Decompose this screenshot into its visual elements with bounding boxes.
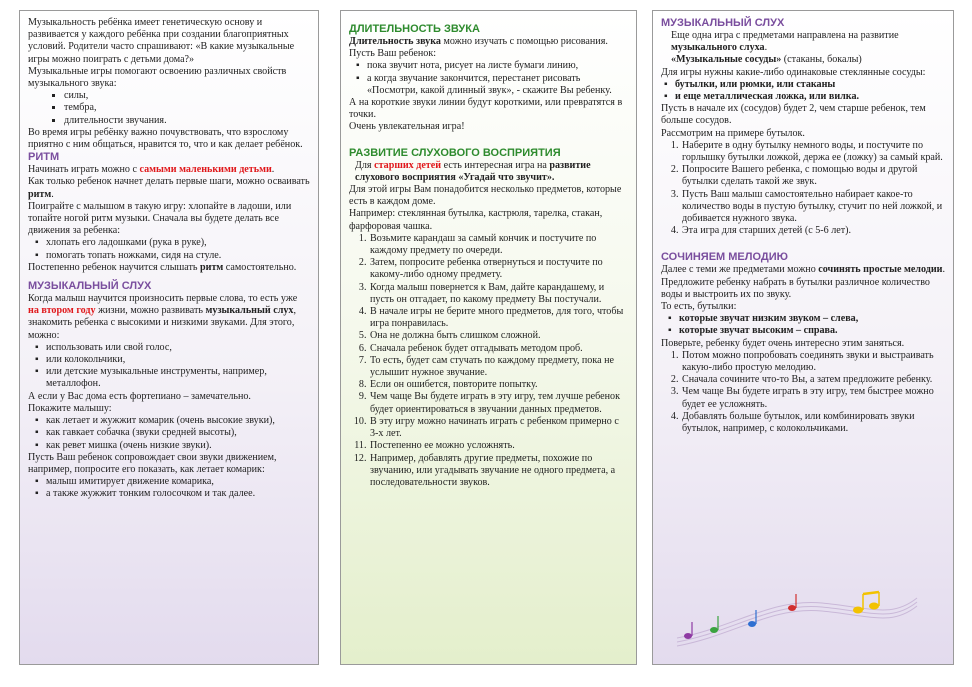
paragraph: Для этой игры Вам понадобится несколько предметов, которые есть в каждом доме. — [349, 184, 622, 208]
list-item: ▪ помогать топать ножками, сидя на стуле. — [46, 250, 310, 262]
list-item: 11. Постепенно ее можно усложнять. — [369, 440, 628, 452]
list-item: 1. Возьмите карандаш за самый кончик и постучите по каждому предмету по очереди. — [369, 233, 628, 257]
paragraph: Начинать играть можно с самыми маленькими детьми. — [28, 164, 275, 176]
vessels-list — [661, 79, 945, 103]
list-item: ▪ бутылки, или рюмки, или стаканы — [675, 79, 945, 91]
perception-heading: РАЗВИТИЕ СЛУХОВОГО ВОСПРИЯТИЯ — [349, 146, 561, 159]
paragraph: Постепенно ребенок научится слышать ритм самостоятельно. — [28, 261, 297, 273]
mosquito-list — [28, 476, 310, 500]
music-notes-icon — [672, 588, 922, 648]
hearing-list — [28, 342, 310, 391]
rhythm-heading: РИТМ — [28, 151, 60, 164]
paragraph: Например: стеклянная бутылка, кастрюля, тарелка, стакан, фарфоровая чашка. — [349, 208, 603, 232]
column-middle — [340, 10, 637, 665]
paragraph: Пусть в начале их (сосудов) будет 2, чем старше ребенок, тем больше сосудов. — [661, 103, 926, 127]
paragraph: А если у Вас дома есть фортепиано – замечательно. — [28, 390, 251, 402]
list-item: ▪ хлопать его ладошками (рука в руке), — [46, 237, 310, 249]
list-item: 4. Добавлять больше бутылок, или комбинировать звуки бутылок, например, с колокольчиками. — [681, 411, 945, 435]
paragraph: Пусть Ваш ребенок: — [349, 48, 437, 60]
list-item: ▪ которые звучат низким звуком – слева, — [679, 313, 945, 325]
list-item: 1. Потом можно попробовать соединять звуки и выстраивать какую-либо простую мелодию. — [681, 350, 945, 374]
paragraph: Рассмотрим на примере бутылок. — [661, 127, 805, 139]
duration-heading: ДЛИТЕЛЬНОСТЬ ЗВУКА — [349, 23, 480, 35]
list-item: ▪ малыш имитирует движение комарика, — [46, 476, 310, 488]
list-item: 3. Когда малыш повернется к Вам, дайте карандашему, и пусть он отгадает, по какому предмету Вы постучали. — [369, 282, 628, 306]
paragraph: А на короткие звуки линии будут короткими, или превратятся в точки. — [349, 97, 623, 121]
hearing-heading: МУЗЫКАЛЬНЫЙ СЛУХ — [28, 280, 152, 293]
paragraph: Когда малыш научится произносить первые слова, то есть уже на втором году жизни, можно развивать музыкальный слух, знакомить ребенка с высокими и низкими звуками. Для этого, можно: — [28, 293, 298, 341]
list-item: ▪ как летает и жужжит комарик (очень высокие звуки), — [46, 415, 310, 427]
duration-list — [349, 60, 628, 97]
intro-paragraph: Во время игры ребёнку важно почувствовать, что взрослому приятно с ним общаться, нравится то, что и как делает ребёнок. — [28, 126, 303, 151]
list-item: ▪ или детские музыкальные инструменты, например, металлофон. — [46, 366, 310, 390]
list-item: 2. Сначала сочините что-то Вы, а затем предложите ребенку. — [681, 374, 945, 386]
list-item: 3. Пусть Ваш малыш самостоятельно набирает какое-то количество воды в пустую бутылку, стучит по ней ложкой, и добивается нужного звука. — [681, 189, 945, 226]
paragraph: Для старших детей есть интересная игра на развитие слухового восприятия «Угадай что звучит». — [355, 159, 591, 183]
list-item: ▪ или колокольчики, — [46, 354, 310, 366]
paragraph: Покажите малышу: — [28, 402, 112, 414]
properties-list — [28, 90, 310, 127]
paragraph: Для игры нужны какие-либо одинаковые стеклянные сосуды: — [661, 66, 926, 78]
list-item: 3. Чем чаще Вы будете играть в эту игру, тем быстрее можно будет ее усложнять. — [681, 386, 945, 410]
list-item: ▪ а также жужжит тонким голосочком и так далее. — [46, 488, 310, 500]
bottles-list — [661, 313, 945, 337]
list-item: ▪ как гавкает собачка (звуки средней высоты), — [46, 427, 310, 439]
highlight: на втором году — [28, 305, 96, 317]
column-left — [19, 10, 319, 665]
paragraph: Поиграйте с малышом в такую игру: хлопайте в ладоши, или топайте ногой ритм музыки. Сначала вы будете делать все движения за ребенка: — [28, 200, 292, 237]
hearing-heading: МУЗЫКАЛЬНЫЙ СЛУХ — [661, 17, 785, 29]
paragraph: Очень увлекательная игра! — [349, 121, 465, 133]
intro-paragraph: Музыкальность ребёнка имеет генетическую основу и развивается у каждого ребёнка при создании благоприятных условий. Родители часто спрашивают: «В какие музыкальные игры можно поиграть с детьми дома?» — [28, 17, 295, 65]
paragraph: Далее с теми же предметами можно сочинять простые мелодии. — [661, 264, 945, 276]
list-item: 2. Затем, попросите ребенка отвернуться и постучите по какому-либо одному предмету. — [369, 257, 628, 281]
rhythm-list — [28, 237, 310, 261]
list-item: 5. Она не должна быть слишком сложной. — [369, 330, 628, 342]
list-item: 12. Например, добавлять другие предметы, похожие по звучанию, или угадывать звучание не одного предмета, а последовательности звуков. — [369, 453, 628, 490]
paragraph: Пусть Ваш ребенок сопровождает свои звуки движением, например, попросите его показать, как летает комарик: — [28, 451, 277, 475]
list-item: ▪ как ревет мишка (очень низкие звуки). — [46, 440, 310, 452]
paragraph: «Музыкальные сосуды» (стаканы, бокалы) — [671, 54, 862, 66]
steps-list — [661, 140, 945, 238]
steps-list — [661, 350, 945, 435]
list-item: 4. Эта игра для старших детей (с 5-6 лет). — [681, 225, 945, 237]
list-item: ▪ длительности звучания. — [64, 115, 310, 127]
list-item: 7. То есть, будет сам стучать по каждому предмету, пока не услышит нужное звучание. — [369, 355, 628, 379]
list-item: 1. Наберите в одну бутылку немного воды, и постучите по горлышку бутылки ложкой, держа ее (ложку) за самый край. — [681, 140, 945, 164]
highlight: самыми маленькими детьми — [139, 164, 272, 176]
list-item: 8. Если он ошибется, повторите попытку. — [369, 379, 628, 391]
list-item: 4. В начале игры не берите много предметов, для того, чтобы игра понравилась. — [369, 306, 628, 330]
list-item: ▪ тембра, — [64, 102, 310, 114]
list-item: ▪ и еще металлическая ложка, или вилка. — [675, 91, 945, 103]
list-item: 10. В эту игру можно начинать играть с ребенком примерно с 3-х лет. — [369, 416, 628, 440]
paragraph: Как только ребенок начнет делать первые шаги, можно осваивать ритм. — [28, 176, 310, 200]
list-item: 9. Чем чаще Вы будете играть в эту игру, тем лучше ребенок будет ориентироваться в звучании данных предметов. — [369, 391, 628, 415]
paragraph: Еще одна игра с предметами направлена на развитие музыкального слуха. — [671, 30, 899, 54]
list-item: 6. Сначала ребенок будет отгадывать методом проб. — [369, 343, 628, 355]
list-item: ▪ использовать или свой голос, — [46, 342, 310, 354]
paragraph: Поверьте, ребенку будет очень интересно этим заняться. — [661, 337, 905, 349]
list-item: ▪ которые звучат высоким – справа. — [679, 325, 945, 337]
intro-paragraph: Музыкальные игры помогают освоению различных свойств музыкального звука: — [28, 65, 287, 90]
show-list — [28, 415, 310, 452]
steps-list — [349, 233, 628, 489]
list-item: ▪ пока звучит нота, рисует на листе бумаги линию, — [367, 60, 628, 72]
paragraph: То есть, бутылки: — [661, 301, 737, 313]
melody-heading: СОЧИНЯЕМ МЕЛОДИЮ — [661, 251, 788, 264]
highlight: старших детей — [374, 159, 442, 171]
paragraph: Предложите ребенку набрать в бутылки различное количество воды и выстроить их по звуку. — [661, 276, 930, 300]
column-right — [652, 10, 954, 665]
paragraph: Длительность звука можно изучать с помощью рисования. — [349, 36, 608, 47]
list-item: ▪ силы, — [64, 90, 310, 102]
list-item: 2. Попросите Вашего ребенка, с помощью воды и другой бутылки сделать такой же звук. — [681, 164, 945, 188]
list-item: ▪ а когда звучание закончится, перестанет рисовать «Посмотри, какой длинный звук», - скажите Вы ребенку. — [367, 73, 628, 97]
